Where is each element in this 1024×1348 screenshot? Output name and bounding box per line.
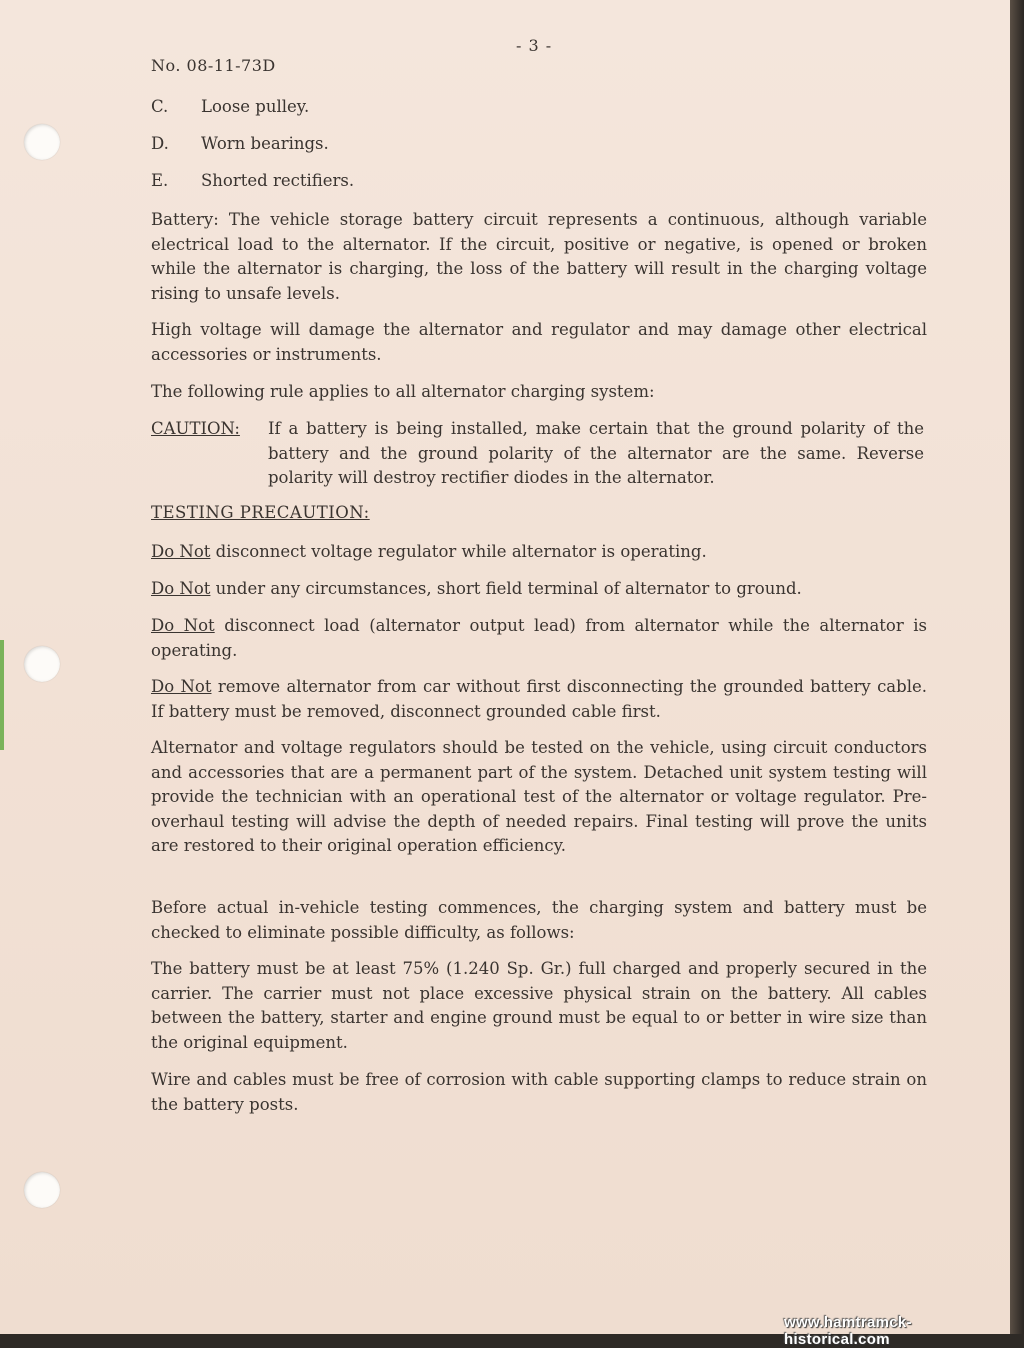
precaution-1 [151,540,927,565]
list-item [151,97,309,116]
list-item-text: Worn bearings. [201,134,329,153]
caution-text: If a battery is being installed, make certain that the ground polarity of the battery and the ground polarity of the alternator are the same. Reverse polarity will destroy rectifier diodes in the alternator. [268,419,924,488]
document-number: No. 08-11-73D [151,56,276,75]
caution-label: CAUTION: [151,419,240,438]
precaution-4-text: remove alternator from car without first disconnecting the grounded battery cable. If battery must be removed, disconnect grounded cable first. [151,677,927,721]
paragraph-before-testing: Before actual in-vehicle testing commences, the charging system and battery must be checked to eliminate possible difficulty, as follows: [151,898,927,942]
precaution-2-text: under any circumstances, short field terminal of alternator to ground. [210,579,802,598]
precaution-2 [151,577,927,602]
list-item-letter: E. [151,171,169,190]
do-not-label: Do Not [151,616,215,635]
list-item [151,171,354,190]
precaution-3-text: disconnect load (alternator output lead) from alternator while the alternator is operating. [151,616,927,660]
binder-hole-top [24,124,60,160]
paragraph-battery-charge: The battery must be at least 75% (1.240 Sp. Gr.) full charged and properly secured in the carrier. The carrier must not place excessive physical strain on the battery. All cables between the battery, starter and engine ground must be equal to or better in wire size than the original equipment. [151,959,927,1052]
do-not-label: Do Not [151,579,211,598]
list-item-letter: D. [151,134,169,153]
binder-hole-middle [24,646,60,682]
binder-hole-bottom [24,1172,60,1208]
paragraph-rule: The following rule applies to all alternator charging system: [151,382,655,401]
page-edge-tab [0,640,4,750]
list-item-letter: C. [151,97,169,116]
precaution-1-text: disconnect voltage regulator while alternator is operating. [210,542,707,561]
watermark: www.hamtramck-historical.com [784,1314,912,1348]
page-number: - 3 - [516,36,553,55]
testing-precaution-heading: TESTING PRECAUTION: [151,503,370,522]
precaution-4 [151,675,927,724]
list-item-text: Shorted rectifiers. [201,171,355,190]
do-not-label: Do Not [151,677,212,696]
precaution-3 [151,614,927,663]
paragraph-battery: Battery: The vehicle storage battery circuit represents a continuous, although variable electrical load to the alternator. If the circuit, positive or negative, is opened or broken while the alternator is charging, the loss of the battery will result in the charging voltage rising to unsafe levels. [151,210,927,303]
page-edge-shadow [1010,0,1024,1334]
paragraph-high-voltage: High voltage will damage the alternator and regulator and may damage other electrical accessories or instruments. [151,320,927,364]
list-item-text: Loose pulley. [201,97,310,116]
list-item [151,134,329,153]
do-not-label: Do Not [151,542,211,561]
paragraph-wire-cables: Wire and cables must be free of corrosion with cable supporting clamps to reduce strain on the battery posts. [151,1070,927,1114]
paragraph-alternator-testing: Alternator and voltage regulators should be tested on the vehicle, using circuit conductors and accessories that are a permanent part of the system. Detached unit system testing will provide the technician with an operational test of the alternator or voltage regulator. Pre-overhaul testing will advise the depth of needed repairs. Final testing will prove the units are restored to their original operation efficiency. [151,738,927,856]
